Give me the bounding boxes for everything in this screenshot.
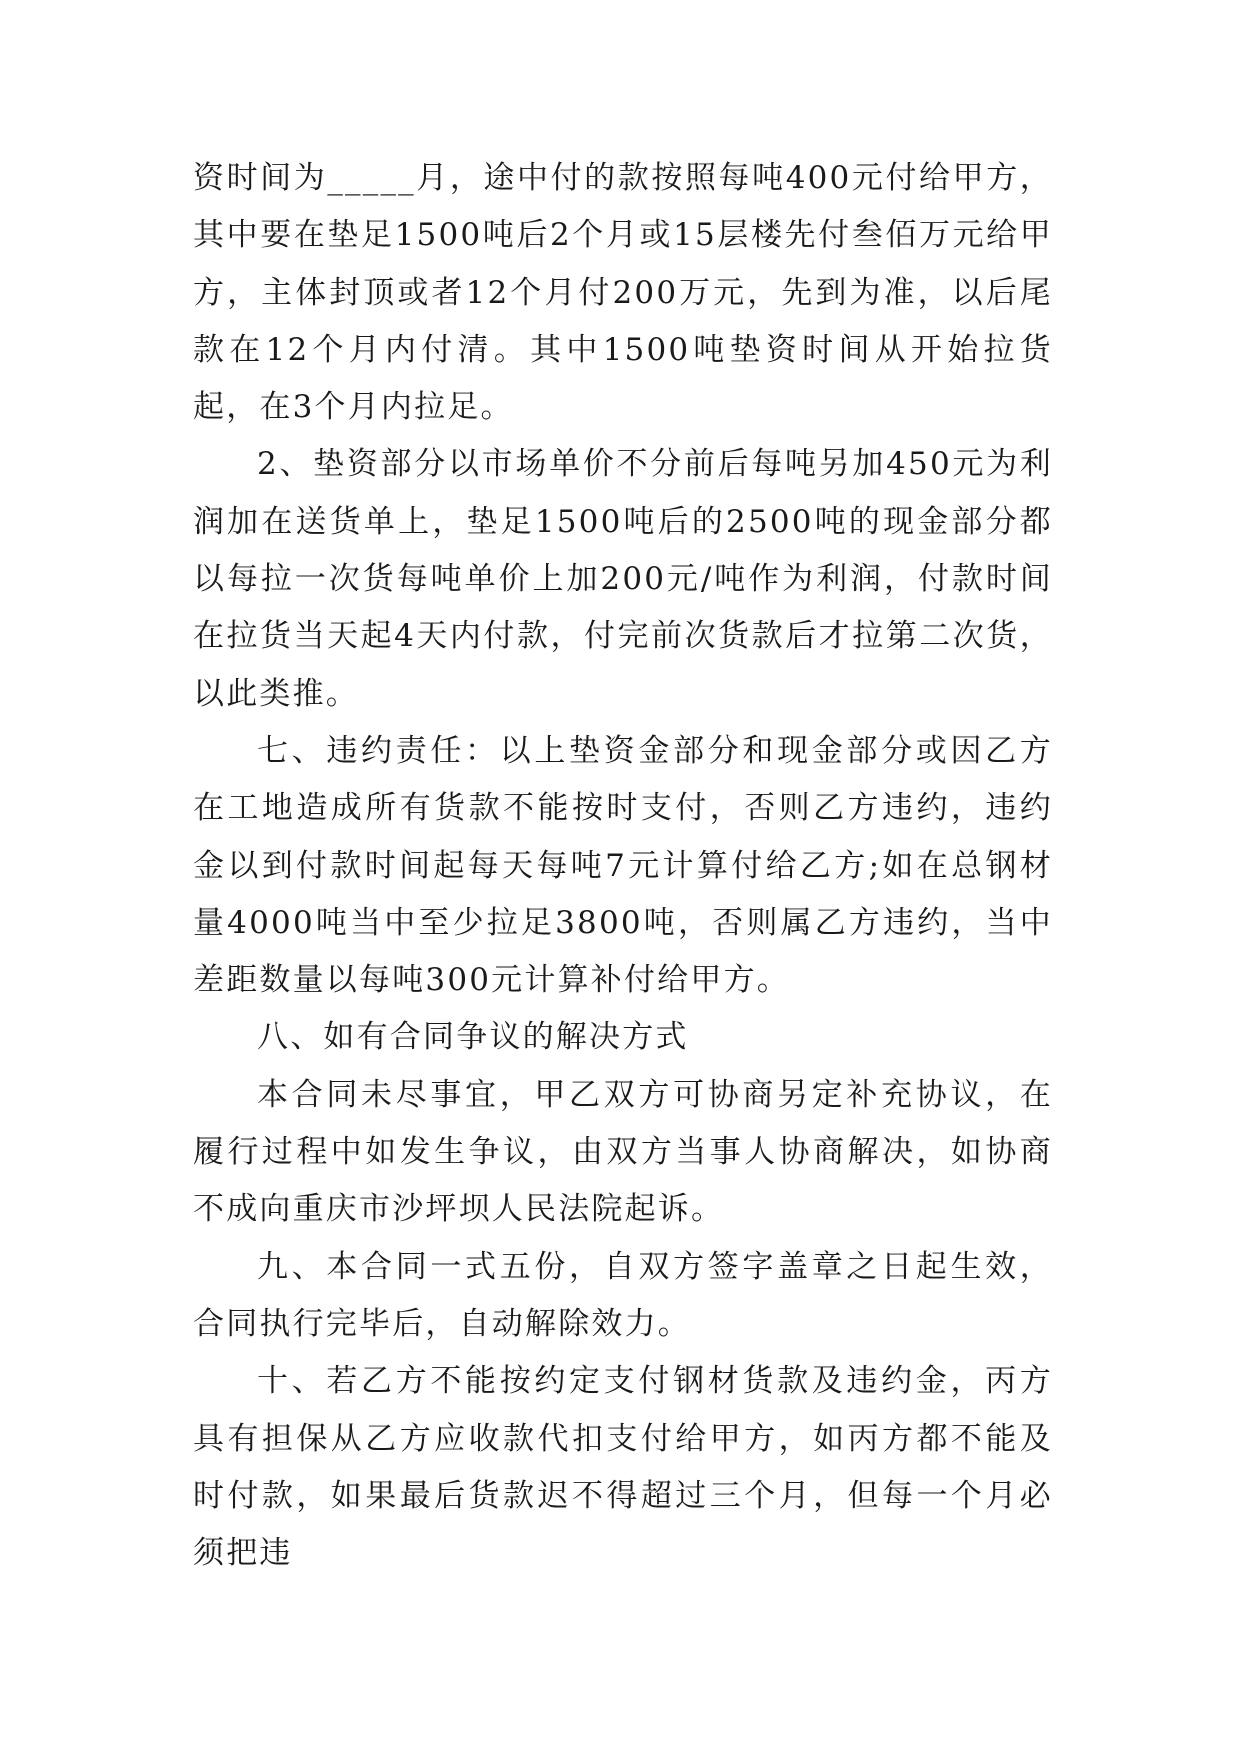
paragraph-section-9-effectiveness: 九、本合同一式五份，自双方签字盖章之日起生效，合同执行完毕后，自动解除效力。 <box>193 1248 1053 1342</box>
paragraph-section-7-breach-liability: 七、违约责任：以上垫资金部分和现金部分或因乙方在工地造成所有货款不能按时支付，否则乙方违约，违约金以到付款时间起每天每吨7元计算付给乙方;如在总钢材量4000吨当中至少拉足3800吨，否则属乙方违约，当中差距数量以每吨300元计算补付给甲方。 <box>193 732 1053 999</box>
paragraph-section-8-heading: 八、如有合同争议的解决方式 <box>257 1019 689 1056</box>
contract-page <box>193 150 1053 1582</box>
paragraph-payment-terms-continued: 资时间为_____月，途中付的款按照每吨400元付给甲方，其中要在垫足1500吨后2个月或15层楼先付叁佰万元给甲方，主体封顶或者12个月付200万元，先到为准，以后尾款在12个月内付清。其中1500吨垫资时间从开始拉货起，在3个月内拉足。 <box>193 160 1053 426</box>
paragraph-section-8-dispute-resolution: 本合同未尽事宜，甲乙双方可协商另定补充协议，在履行过程中如发生争议，由双方当事人协商解决，如协商不成向重庆市沙坪坝人民法院起诉。 <box>193 1076 1053 1228</box>
paragraph-clause-2-prepayment-profit: 2、垫资部分以市场单价不分前后每吨另加450元为利润加在送货单上，垫足1500吨后的2500吨的现金部分都以每拉一次货每吨单价上加200元/吨作为利润，付款时间在拉货当天起4天内付款，付完前次货款后才拉第二次货，以此类推。 <box>193 446 1053 712</box>
paragraph-section-10-guarantee: 十、若乙方不能按约定支付钢材货款及违约金，丙方具有担保从乙方应收款代扣支付给甲方，如丙方都不能及时付款，如果最后货款迟不得超过三个月，但每一个月必须把违 <box>193 1363 1053 1572</box>
